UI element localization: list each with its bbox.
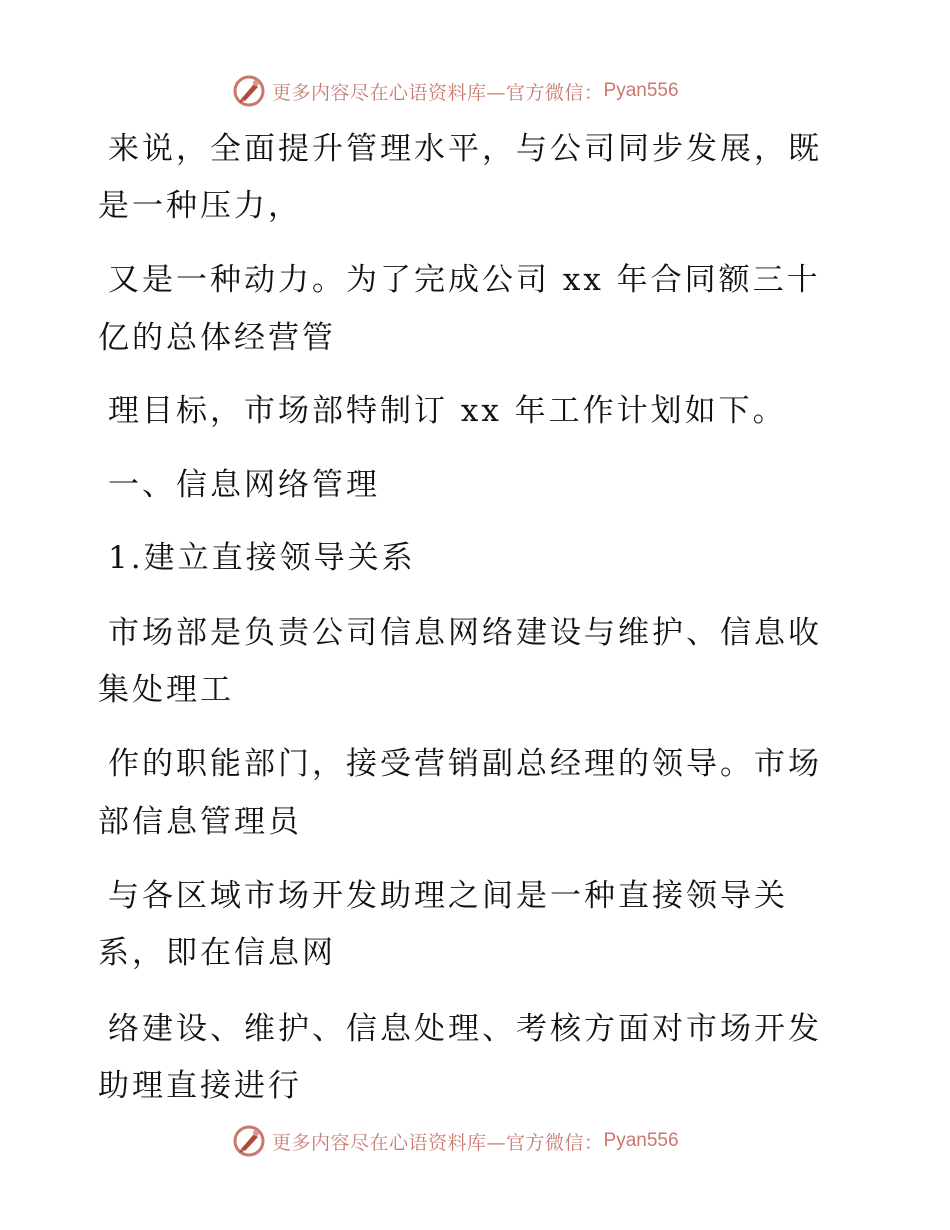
pen-logo-icon xyxy=(232,74,266,108)
watermark-text: 更多内容尽在心语资料库—官方微信： xyxy=(272,81,604,104)
text-line: 助理直接进行 xyxy=(98,1068,302,1104)
section-heading: 一、信息网络管理 xyxy=(108,467,380,503)
watermark-wechat-id: Pyan556 xyxy=(603,80,679,101)
text-line: 部信息管理员 xyxy=(98,804,302,840)
watermark-wechat-id: Pyan556 xyxy=(603,1130,679,1151)
text-line: 集处理工 xyxy=(98,672,234,708)
text-line: 络建设、维护、信息处理、考核方面对市场开发 xyxy=(108,1011,822,1047)
watermark-footer xyxy=(232,1121,679,1161)
pen-logo-icon xyxy=(232,1124,266,1158)
text-line: 与各区域市场开发助理之间是一种直接领导关 xyxy=(108,878,788,914)
text-line: 理目标，市场部特制订 xx 年工作计划如下。 xyxy=(108,393,787,429)
text-line: 是一种压力， xyxy=(98,188,302,224)
text-line: 系，即在信息网 xyxy=(98,935,336,971)
text-line: 作的职能部门，接受营销副总经理的领导。市场 xyxy=(108,746,822,782)
text-line: 来说，全面提升管理水平，与公司同步发展，既 xyxy=(108,131,822,167)
watermark-header xyxy=(232,71,679,111)
text-line: 又是一种动力。为了完成公司 xx 年合同额三十 xyxy=(108,262,821,298)
text-line: 市场部是负责公司信息网络建设与维护、信息收 xyxy=(108,615,822,651)
subsection-heading: 1.建立直接领导关系 xyxy=(108,540,416,576)
text-line: 亿的总体经营管 xyxy=(98,320,336,356)
watermark-text: 更多内容尽在心语资料库—官方微信： xyxy=(272,1131,604,1154)
